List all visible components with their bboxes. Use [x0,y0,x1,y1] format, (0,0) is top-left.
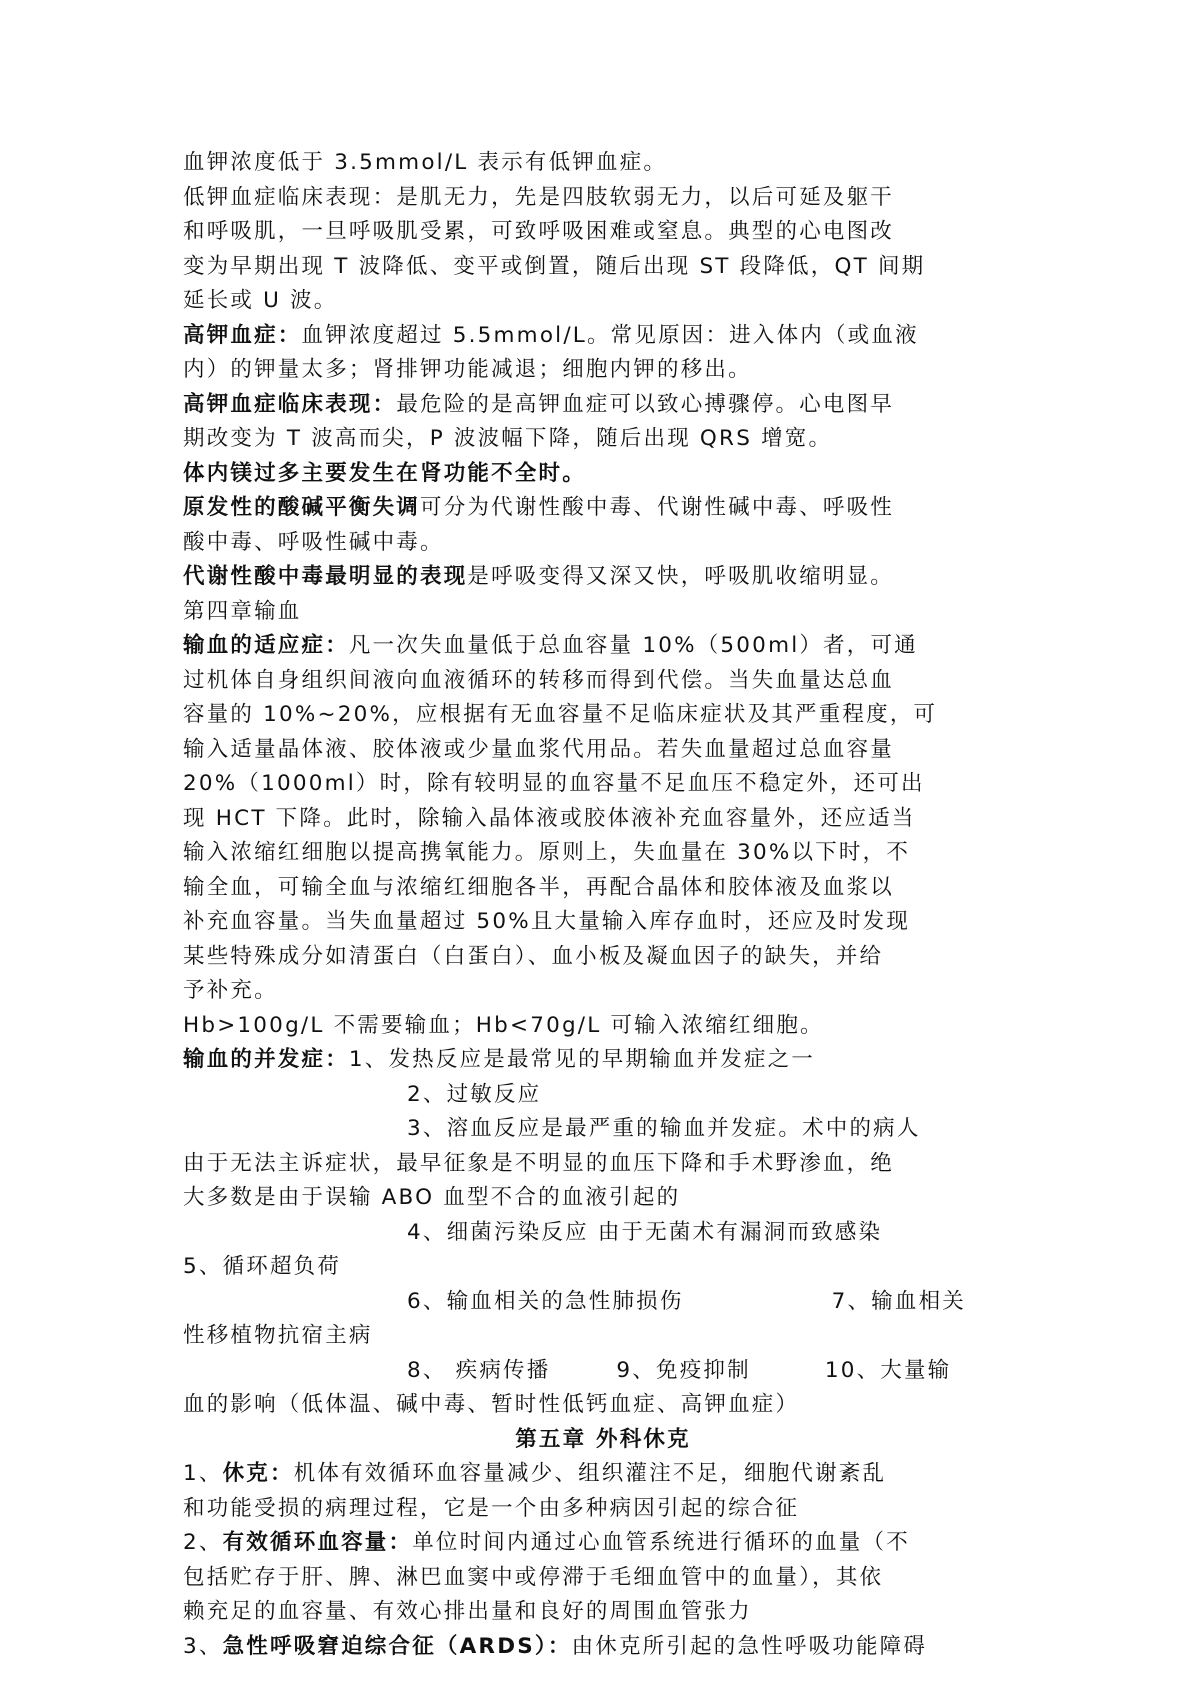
paragraph-text: 内）的钾量太多；肾排钾功能减退；细胞内钾的移出。 [183,357,752,382]
paragraph-text: 4、细菌污染反应 由于无菌术有漏洞而致感染 [407,1219,883,1245]
paragraph-text: 补充血容量。当失血量超过 50%且大量输入库存血时，还应及时发现 [183,909,911,934]
paragraph-text: 血钾浓度低于 3.5mmol/L 表示有低钾血症。 [183,150,668,175]
text-line [183,1561,1023,1596]
paragraph-text: 由休克所引起的急性呼吸功能障碍 [571,1633,928,1659]
paragraph-text: 5、循环超负荷 [183,1254,342,1279]
text-line [183,802,1023,837]
text-line [183,1457,1023,1492]
text-line [183,560,1023,595]
paragraph-text: 输入浓缩红细胞以提高携氧能力。原则上，失血量在 30%以下时，不 [183,840,911,865]
document-body [183,146,1023,1664]
paragraph-text: 第四章输血 [183,598,302,624]
paragraph-text: 延长或 U 波。 [183,288,338,313]
paragraph-text: 和功能受损的病理过程，它是一个由多种病因引起的综合征 [183,1495,800,1521]
paragraph-text: 2、 [183,1530,223,1555]
text-line [183,491,1023,526]
paragraph-text: 由于无法主诉症状，最早征象是不明显的血压下降和手术野渗血，绝 [183,1150,895,1176]
text-line [183,353,1023,388]
paragraph-text: 6、输血相关的急性肺损伤 [407,1288,684,1314]
paragraph-text: 9、免疫抑制 [616,1357,751,1383]
paragraph-text: 大多数是由于误输 ABO 血型不合的血液引起的 [183,1185,681,1210]
paragraph-text: 输全血，可输全血与浓缩红细胞各半，再配合晶体和胶体液及血浆以 [183,874,895,900]
text-line [183,664,1023,699]
text-line [183,215,1023,250]
paragraph-text: 输入适量晶体液、胶体液或少量血浆代用品。若失血量超过总血容量 [183,736,895,762]
bold-term: 有效循环血容量： [222,1530,413,1555]
text-line [183,1112,1023,1147]
paragraph-text: 10、大量输 [824,1357,952,1383]
paragraph-text: 包括贮存于肝、脾、淋巴血窦中或停滞于毛细血管中的血量），其依 [183,1564,884,1590]
paragraph-text: 机体有效循环血容量减少、组织灌注不足，细胞代谢紊乱 [293,1461,887,1486]
text-line [183,974,1023,1009]
paragraph-text: 20%（1000ml）时，除有较明显的血容量不足血压不稳定外，还可出 [183,771,925,796]
bold-term: 输血的并发症： [183,1047,349,1072]
text-line [183,1181,1023,1216]
paragraph-text: 2、过敏反应 [407,1081,542,1107]
paragraph-text: 予补充。 [183,978,278,1003]
bold-term: 急性呼吸窘迫综合征（ARDS）： [222,1633,572,1659]
text-line [183,1285,1023,1320]
paragraph-text: 是呼吸变得又深又快，呼吸肌收缩明显。 [467,564,895,589]
text-line [183,767,1023,802]
text-line [183,1147,1023,1182]
text-line [183,146,1023,181]
chapter-heading [183,1423,1023,1458]
bold-term: 休克： [222,1461,294,1486]
text-line [183,1250,1023,1285]
paragraph-text: 性移植物抗宿主病 [183,1323,373,1348]
paragraph-text: 变为早期出现 T 波降低、变平或倒置，随后出现 ST 段降低，QT 间期 [183,253,926,279]
bold-term: 代谢性酸中毒最明显的表现 [183,564,468,589]
paragraph-text: 最危险的是高钾血症可以致心搏骤停。心电图早 [396,391,895,417]
text-line [183,250,1023,285]
text-line [183,181,1023,216]
bold-term: 高钾血症： [183,322,302,348]
paragraph-text: 和呼吸肌，一旦呼吸肌受累，可致呼吸困难或窒息。典型的心电图改 [183,219,895,244]
text-line [183,422,1023,457]
text-line [183,836,1023,871]
paragraph-text: 现 HCT 下降。此时，除输入晶体液或胶体液补充血容量外，还应适当 [183,805,916,831]
paragraph-text: 3、溶血反应是最严重的输血并发症。术中的病人 [407,1116,921,1141]
text-line [183,388,1023,423]
paragraph-text: 单位时间内通过心血管系统进行循环的血量（不 [412,1530,910,1555]
bold-term: 体内镁过多主要发生在肾功能不全时。 [183,460,586,486]
paragraph-text: 可分为代谢性酸中毒、代谢性碱中毒、呼吸性 [420,495,895,520]
text-line [183,1078,1023,1113]
chapter-heading [183,595,1023,630]
text-line [183,1354,1023,1389]
paragraph-text: 过机体自身组织间液向血液循环的转移而得到代偿。当失血量达总血 [183,667,895,693]
text-line [183,1630,1023,1665]
text-line [183,733,1023,768]
text-line [183,1319,1023,1354]
paragraph-text: 凡一次失血量低于总血容量 10%（500ml）者，可通 [348,633,918,658]
text-line [183,940,1023,975]
paragraph-text: 某些特殊成分如清蛋白（白蛋白）、血小板及凝血因子的缺失，并给 [183,943,884,969]
heading-text: 第五章 外科休克 [515,1426,691,1452]
text-line [183,457,1023,492]
paragraph-text: 8、 疾病传播 [407,1357,551,1383]
text-line [183,1526,1023,1561]
bold-term: 原发性的酸碱平衡失调 [183,495,421,520]
paragraph-text: 7、输血相关 [831,1288,966,1314]
text-line [183,1009,1023,1044]
text-line [183,526,1023,561]
text-line [183,284,1023,319]
paragraph-text: Hb>100g/L 不需要输血；Hb<70g/L 可输入浓缩红细胞。 [183,1012,824,1038]
bold-term: 输血的适应症： [183,633,349,658]
text-line [183,1595,1023,1630]
paragraph-text: 低钾血症临床表现：是肌无力，先是四肢软弱无力，以后可延及躯干 [183,184,895,210]
paragraph-text: 血钾浓度超过 5.5mmol/L。常见原因：进入体内（或血液 [301,322,919,348]
text-line [183,698,1023,733]
paragraph-text: 1、 [183,1461,223,1486]
paragraph-text: 期改变为 T 波高而尖，P 波波幅下降，随后出现 QRS 增宽。 [183,426,833,451]
text-line [183,319,1023,354]
bold-term: 高钾血症临床表现： [183,391,397,417]
paragraph-text: 3、 [183,1633,223,1659]
text-line [183,1492,1023,1527]
paragraph-text: 血的影响（低体温、碱中毒、暂时性低钙血症、高钾血症） [183,1392,800,1417]
text-line [183,1388,1023,1423]
paragraph-text: 1、发热反应是最常见的早期输血并发症之一 [348,1047,816,1072]
text-line [183,1216,1023,1251]
text-line [183,629,1023,664]
paragraph-text: 容量的 10%~20%，应根据有无血容量不足临床症状及其严重程度，可 [183,702,938,727]
text-line [183,871,1023,906]
text-line [183,905,1023,940]
paragraph-text: 酸中毒、呼吸性碱中毒。 [183,529,444,555]
text-line [183,1043,1023,1078]
paragraph-text: 赖充足的血容量、有效心排出量和良好的周围血管张力 [183,1599,752,1624]
